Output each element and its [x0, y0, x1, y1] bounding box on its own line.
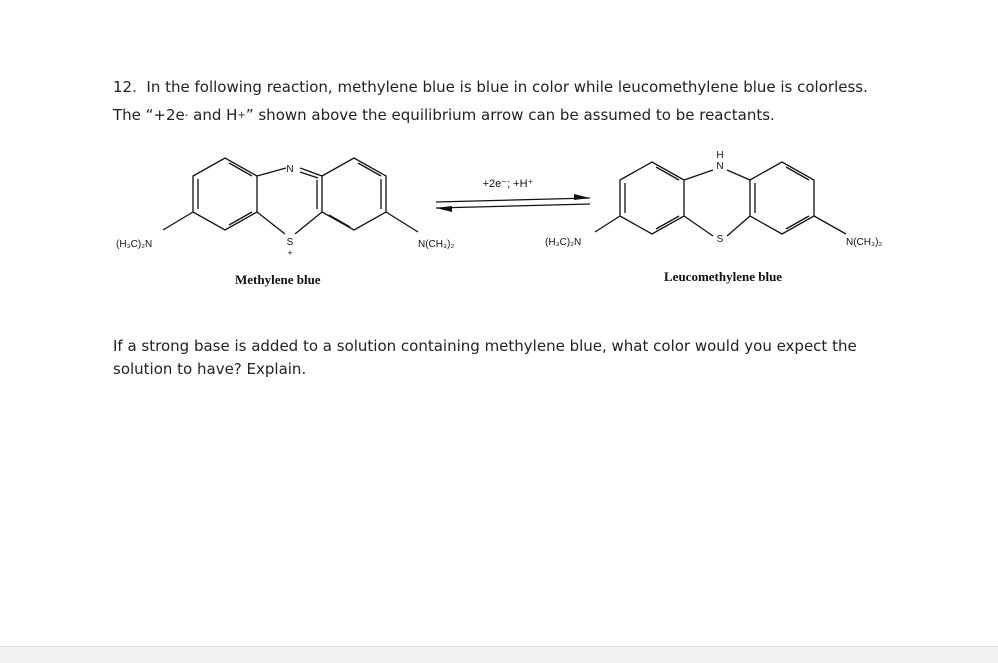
question-line-3: If a strong base is added to a solution containing methylene blue, what color would you expect the: [113, 337, 857, 355]
equilibrium-arrow: [436, 194, 590, 212]
methylene-blue-caption: Methylene blue: [235, 272, 321, 287]
question-intro: In the following reaction, methylene blue is blue in color while leucomethylene blue is colorless.: [146, 78, 868, 96]
line2-text-a: The “+2e: [113, 106, 185, 124]
reaction-scheme: [0, 145, 998, 305]
leuco-n-label: N: [716, 161, 724, 172]
methylene-n-label: N: [286, 164, 294, 175]
methylene-s-label: S: [286, 237, 294, 248]
methylene-left-amine: (H₃C)₂N: [116, 239, 153, 250]
line2-text-c: ” shown above the equilibrium arrow can be assumed to be reactants.: [245, 106, 775, 124]
leuco-left-amine: (H₃C)₂N: [545, 237, 582, 248]
bottom-strip: [0, 646, 998, 663]
question-line-2: [113, 105, 775, 128]
leucomethylene-blue-caption: Leucomethylene blue: [664, 269, 783, 284]
methylene-s-charge: +: [287, 248, 293, 258]
leuco-right-amine: N(CH₃)₂: [846, 237, 883, 248]
question-line-1: [113, 77, 868, 97]
leuco-s-label: S: [716, 234, 724, 245]
methylene-right-amine: N(CH₃)₂: [418, 239, 455, 250]
leuco-h-label: H: [716, 150, 724, 161]
reagents-label: +2e⁻; +H⁺: [482, 178, 534, 190]
question-line-4: solution to have? Explain.: [113, 360, 307, 378]
leucomethylene-blue-structure: [595, 162, 846, 236]
question-number: 12.: [113, 78, 137, 96]
proton-superscript: +: [237, 110, 246, 121]
line2-text-b: and H: [188, 106, 238, 124]
electron-superscript: -: [184, 110, 189, 121]
